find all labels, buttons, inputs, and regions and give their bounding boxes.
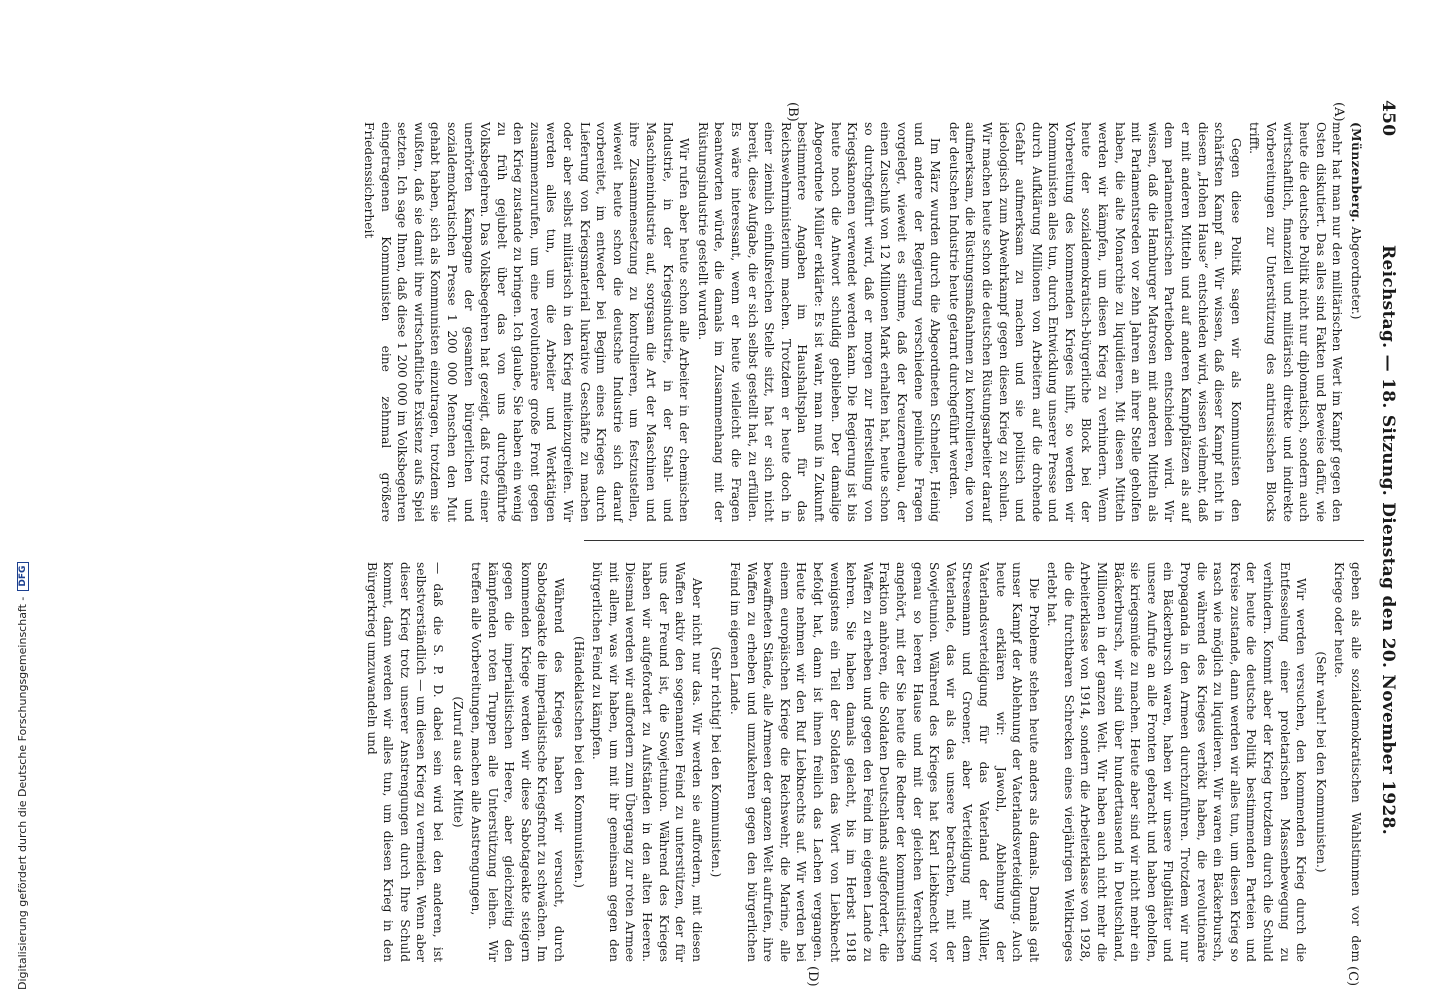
paragraph: Während des Krieges haben wir versucht, durch Sabotageakte die imperialistische Kriegsfront zu schwächen. Im kommenden Kriege werden wir diese Sabotageakte steigern gegen die imperialistischen Heere, aber gleichzeitig den kämpfenden roten Truppen alle Unterstützung leihen. Wir treffen alle Vorbereitungen, machen alle Anstrengungen,	[469, 562, 567, 962]
dfg-logo: DFG	[17, 562, 29, 591]
digitization-credit	[16, 562, 29, 990]
margin-marker-a: (A)	[1331, 102, 1346, 122]
margin-marker-d: (D)	[805, 966, 820, 987]
paragraph: mehr hat man nur den militärischen Wert im Kampf gegen den Osten diskutiert. Das alles sind Fakten und Beweise dafür, wie heute die deutsche Politik nicht nur diplomatisch, sondern auch wirtschaftlich, finanziell und militärisch direkte und indirekte Vorbereitungen zur Unterstützung des antirussischen Blocks trifft.	[1247, 122, 1345, 522]
margin-marker-c: (C)	[1345, 966, 1360, 987]
interjection: (Händeklatschen bei den Kommunisten.)	[571, 635, 586, 888]
interjection: (Zuruf aus der Mitte)	[450, 696, 465, 828]
digitization-credit-strip	[0, 0, 29, 1000]
paragraph: Im März wurden durch die Abgeordneten Schneller, Heinig und andere der Regierung verschiedene peinliche Fragen vorgelegt, wieweit es stimme, daß der Kreuzerneubau, der einen Zuschuß von 12 Millionen Mark erhalten hat, heute schon so durchgeführt wird, daß er morgen zur Herstellung von Kriegskanonen verwendet werden kann. Die Regierung ist bis heute noch die Antwort schuldig geblieben. Der damalige Abgeordnete Müller erklärte: Es ist wahr, man muß in Zukunft bestimmtere Angaben im Haushaltsplan für das Reichswehrministerium machen. Trotzdem er heute doch in einer ziemlich einflußreichen Stelle sitzt, hat er sich nicht bereit, diese Aufgabe, die er sich selbst gestellt hat, zu erfüllen. Es wäre interessant, wenn er heute vielleicht die Fragen beantworten würde, die damals im Zusammenhang mit der Rüstungsindustrie gestellt wurden.	[695, 122, 943, 522]
speaker-role: Abgeordneter.)	[1349, 226, 1363, 320]
credit-text: Digitalisierung gefördert durch die Deutsche Forschungsgemeinschaft -	[16, 596, 29, 990]
page-number: 450	[1378, 100, 1398, 137]
paragraph: Wir rufen aber heute schon alle Arbeiter in der chemischen Industrie, in der Kriegsindustrie, in der Stahl- und Maschinenindustrie auf, sorgsam die Art der Maschinen und ihre Zusammensetzung zu kontrollieren, um festzustellen, wieweit heute schon die deutsche Industrie sich darauf vorbereitet, im entweder bei Beginn eines Krieges durch Lieferung von Kriegsmaterial lukrative Geschäfte zu machen oder aber selbst militärisch in den Krieg miteinzugreifen. Wir werden alles tun, um die Arbeiter und Werktätigen zusammenzurufen, um eine revolutionäre große Front gegen den Krieg zustande zu bringen. Ich glaube, Sie haben ein wenig zu früh gejubelt über das von uns durchgeführte Volksbegehren. Das Volksbegehren hat gezeigt, daß trotz einer unerhörten Kampagne der gesamten bürgerlichen und sozialdemokratischen Presse 1 200 000 Menschen den Mut gehabt haben, sich als Kommunisten einzutragen, trotzdem sie wußten, daß sie damit ihre wirtschaftliche Existenz aufs Spiel setzten. Ich sage Ihnen, daß diese 1 200 000 im Volksbegehren eingetragenen Kommunisten eine zehnmal größere Friedenssicherheit	[361, 122, 692, 522]
running-title: Reichstag. — 18. Sitzung. Dienstag den 20. November 1928.	[1378, 245, 1398, 835]
paragraph: Gegen diese Politik sagen wir als Kommunisten den schärfsten Kampf an. Wir wissen, daß dieser Kampf nicht in diesem „Hohen Hause“ entschieden wird, wissen vielmehr, daß er mit anderen Mitteln und auf anderen Kampfplätzen als auf dem parlamentarischen Parteiboden entschieden wird. Wir wissen, daß die Hamburger Matrosen mit anderen Mitteln als mit Parlamentsreden vor zehn Jahren an ihrer Stelle geholfen haben, die alte Monarchie zu liquidieren. Mit diesen Mitteln werden wir kämpfen, um diesen Krieg zu verhindern. Wenn heute der sozialdemokratisch-bürgerliche Block bei der Vorbereitung des kommenden Krieges hilft, so werden wir Kommunisten alles tun, durch Entwicklung unserer Presse und durch Aufklärung Millionen von Arbeitern auf die drohende Gefahr aufmerksam zu machen und sie politisch und ideologisch zum Abwehrkampf gegen diesen Krieg zu schulen. Wir machen heute schon die deutschen Rüstungsarbeiter darauf aufmerksam, die Rüstungsmaßnahmen zu kontrollieren, die von der deutschen Industrie heute getarnt durchgeführt werden.	[946, 122, 1243, 522]
speaker-line	[1347, 122, 1364, 522]
paragraph: Aber nicht nur das. Wir werden sie auffordern, mit diesen Waffen aktiv den sogenannten Feind zu unterstützen, der für uns der Freund ist, die Sowjetunion. Während des Krieges haben wir aufgefordert zu Aufständen in den alten Heeren. Diesmal werden wir auffordern zum Übergang zur roten Armee mit allem, was wir haben, um mit ihr gemeinsam gegen den bürgerlichen Feind zu kämpfen.	[590, 562, 704, 962]
page-header	[1372, 100, 1400, 980]
speaker-name: (Münzenberg.	[1349, 122, 1363, 223]
interjection: (Sehr richtig! bei den Kommunisten.)	[709, 646, 724, 878]
paragraph: Die Probleme stehen heute anders als damals. Damals galt unser Kampf der Ablehnung der Vaterlandsverteidigung. Auch heute erklären wir: Jawohl, Ablehnung der Vaterlandsverteidigung für das Vaterland der Müller, Stresemann und Groener, aber Verteidigung mit dem Vaterlande, das wir als das unsere betrachten, mit der Sowjetunion. Während des Krieges hat Karl Liebknecht vor genau so leeren Hause und mit der gleichen Verachtung angehört, mit der Sie heute die Redner der kommunistischen Fraktion anhören, die Soldaten Deutschlands aufgefordert, die Waffen zu erheben und gegen den Feind im eigenen Lande zu kehren. Sie haben damals gelacht, bis im Herbst 1918 wenigstens ein Teil der Soldaten das Wort von Liebknecht befolgt hat, dann ist ihnen freilich das Lachen vergangen. Heute nehmen wir den Ruf Liebknechts auf. Wir werden bei einem europäischen Kriege die Reichswehr, die Marine, alle bewaffneten Stände, alle Armeen der ganzen Welt aufrufen, ihre Waffen zu erheben und umzukehren gegen den bürgerlichen Feind im eigenen Lande.	[728, 562, 1041, 962]
column-divider	[584, 540, 1364, 541]
right-text-column	[364, 562, 1364, 962]
left-text-column	[361, 122, 1364, 522]
paragraph: — daß die S. P. D. dabei sein wird bei den anderen, ist selbstverständlich — um diesen Krieg zu vermeiden. Wenn aber dieser Krieg trotz unserer Anstrengungen durch Ihre Schuld kommt, dann werden wir alles tun, um diesen Krieg in den Bürgerkrieg umzuwandeln und	[364, 562, 445, 962]
margin-marker-b: (B)	[785, 102, 800, 122]
interjection: (Sehr wahr! bei den Kommunisten.)	[1313, 651, 1328, 873]
rotated-document-page	[0, 100, 1400, 987]
paragraph: Wir werden versuchen, den kommenden Krieg durch die Entfesselung einer proletarischen Massenbewegung zu verhindern. Kommt aber der Krieg trotzdem durch die Schuld der heute die deutsche Politik bestimmenden Parteien und Kreise zustande, dann werden wir alles tun, um diesen Krieg so rasch wie möglich zu liquidieren. Wir waren ein Bäckerbursch, die während des Krieges verhökt haben, die revolutionäre Propaganda in den Armeen durchzuführen. Trotzdem wir nur ein Bäckerbursch waren, haben wir unsere Flugblätter und unsere Aufrufe an alle Fronten gebracht und haben geholfen, sie kriegsmüde zu machen. Heute aber sind wir nicht mehr ein Bäckerbursch, wir sind über hunderttausend in Deutschland, Millionen in der ganzen Welt. Wir haben auch nicht mehr die Arbeiterklasse von 1914, sondern die Arbeiterklasse von 1928, die die furchtbaren Schrecken eines vierjährigen Weltkrieges erlebt hat.	[1045, 562, 1309, 962]
paragraph: geben als alle sozialdemokratischen Wahlstimmen vor dem Kriege oder heute.	[1332, 562, 1363, 962]
